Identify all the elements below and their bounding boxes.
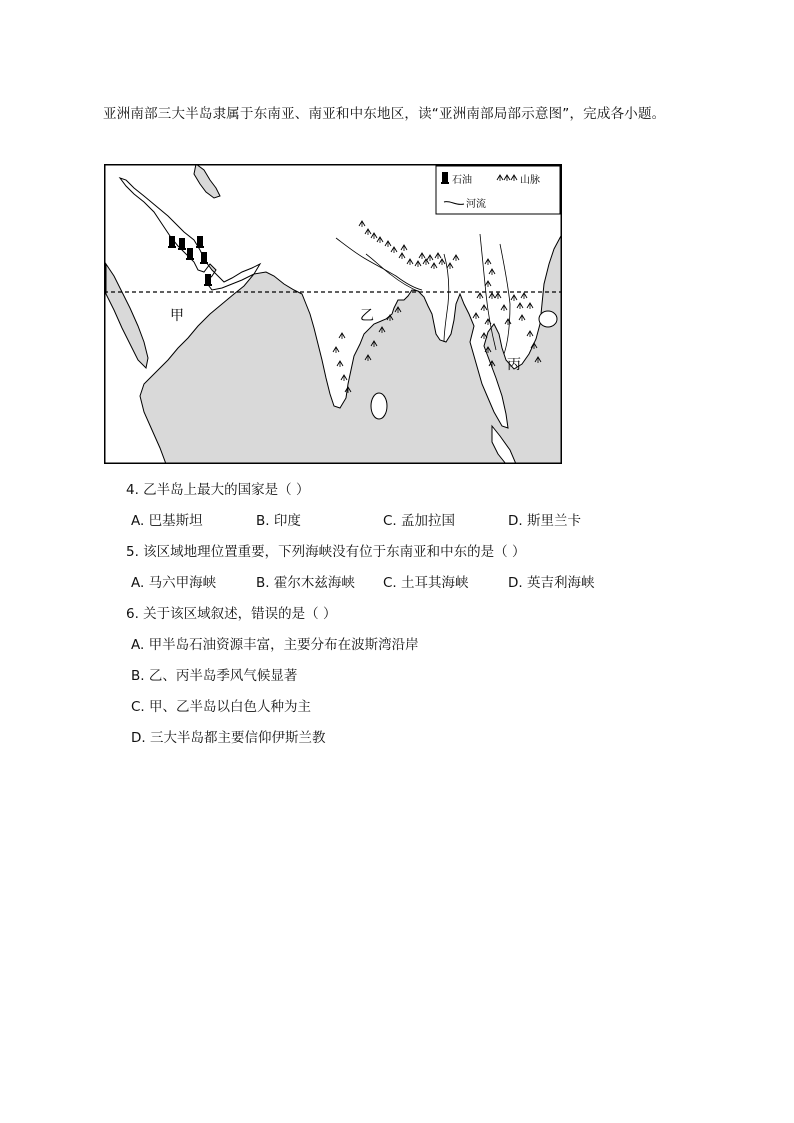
q4-option-d: D. 斯里兰卡: [508, 513, 581, 529]
legend-oil-label: 石油: [452, 175, 472, 186]
south-asia-map: [104, 164, 562, 464]
question-5-stem: 5. 该区域地理位置重要，下列海峡没有位于东南亚和中东的是（ ）: [126, 544, 526, 560]
intro-text: 亚洲南部三大半岛隶属于东南亚、南亚和中东地区，读“亚洲南部局部示意图”，完成各小题。: [103, 106, 666, 122]
q5-option-d: D. 英吉利海峡: [508, 575, 595, 591]
hainan: [539, 311, 557, 327]
q6-option-a: A. 甲半岛石油资源丰富，主要分布在波斯湾沿岸: [131, 637, 419, 653]
sri-lanka: [371, 393, 387, 419]
q6-option-c: C. 甲、乙半岛以白色人种为主: [131, 699, 312, 715]
label-jia: 甲: [170, 308, 184, 324]
label-yi: 乙: [360, 308, 374, 324]
q6-option-d: D. 三大半岛都主要信仰伊斯兰教: [131, 730, 326, 746]
q4-option-b: B. 印度: [256, 513, 301, 529]
question-6-stem: 6. 关于该区域叙述，错误的是（ ）: [126, 606, 337, 622]
q5-option-c: C. 土耳其海峡: [383, 575, 469, 591]
legend-mountain-label: 山脉: [520, 175, 540, 186]
q5-option-b: B. 霍尔木兹海峡: [256, 575, 355, 591]
label-bing: 丙: [507, 357, 521, 373]
q5-option-a: A. 马六甲海峡: [131, 575, 217, 591]
q4-option-c: C. 孟加拉国: [383, 513, 456, 529]
legend-river-label: 河流: [466, 199, 486, 210]
q6-option-b: B. 乙、丙半岛季风气候显著: [131, 668, 298, 684]
q4-option-a: A. 巴基斯坦: [131, 513, 203, 529]
question-4-stem: 4. 乙半岛上最大的国家是（ ）: [126, 482, 310, 498]
map-legend: [436, 166, 560, 214]
